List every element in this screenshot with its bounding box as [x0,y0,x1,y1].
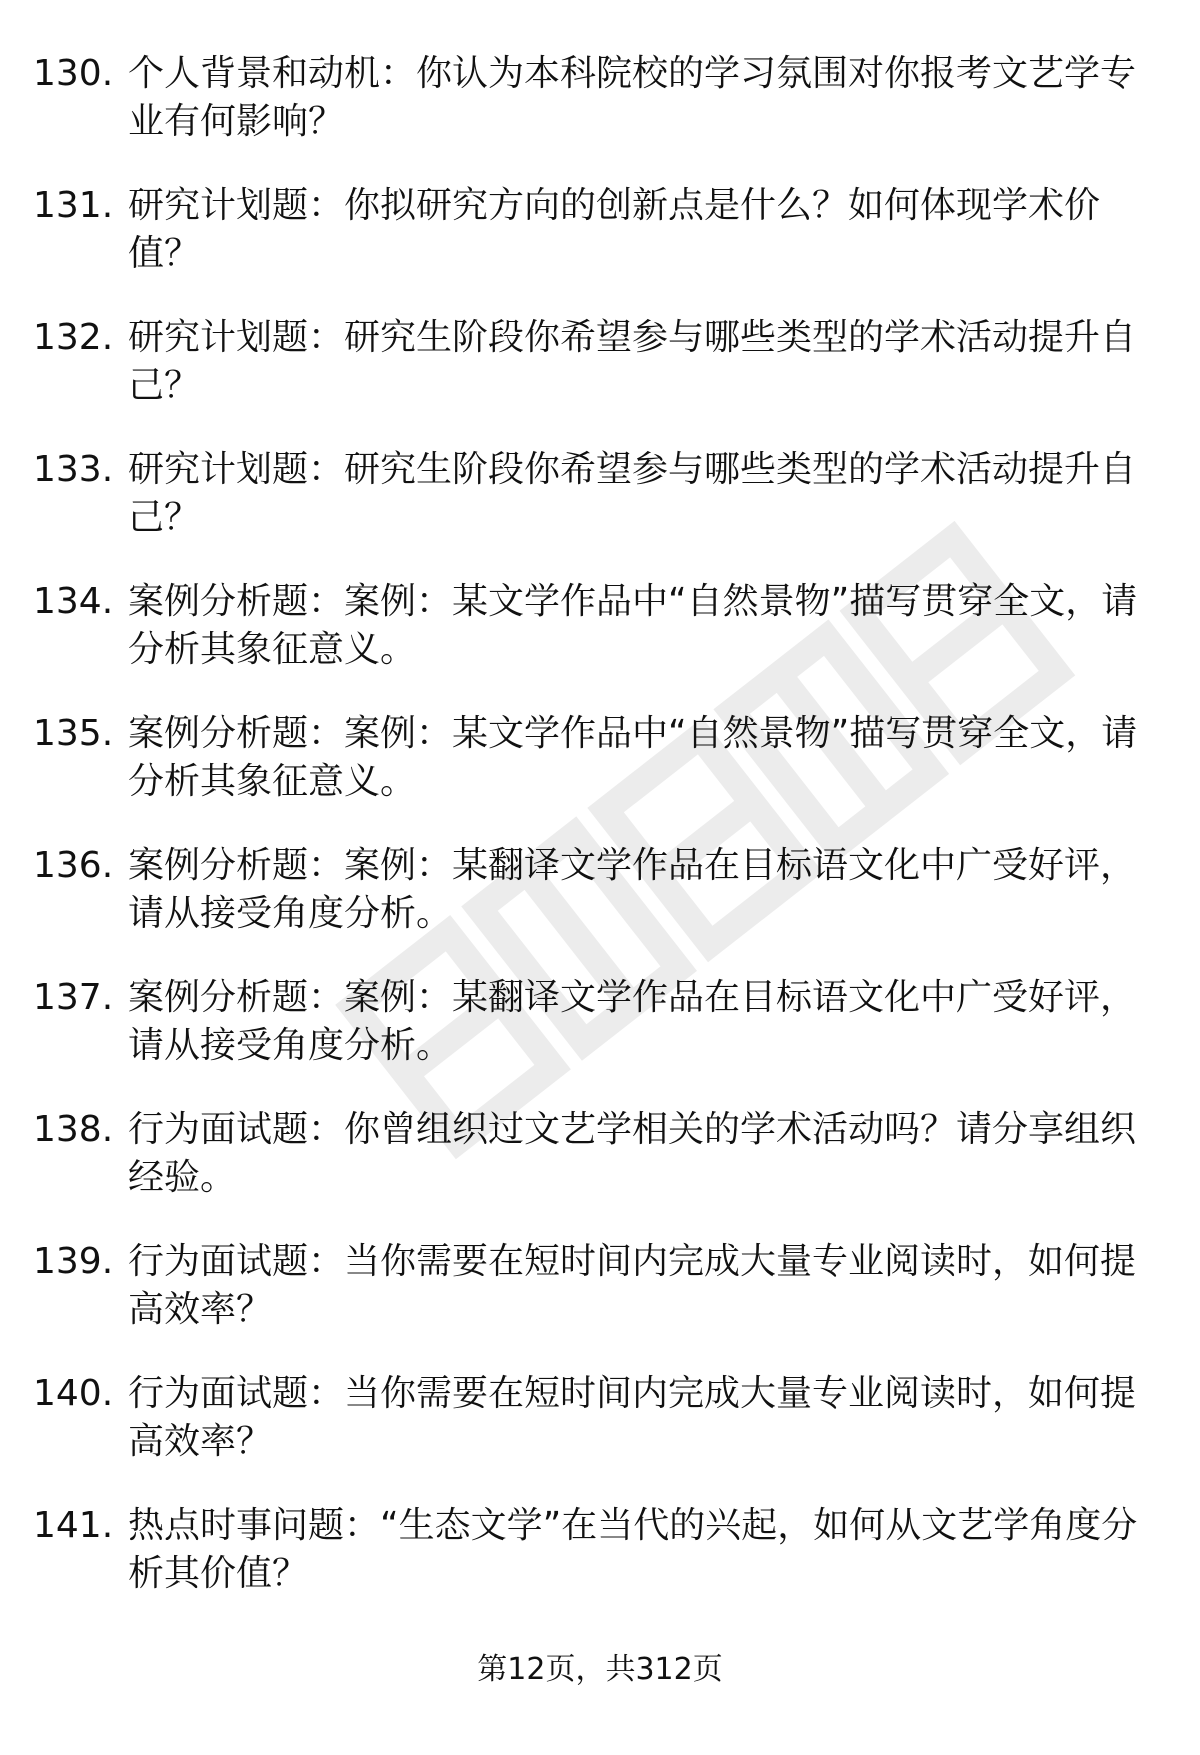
question-text: 案例分析题：案例：某翻译文学作品在目标语文化中广受好评，请从接受角度分析。 [128,977,1137,1066]
question-text: 个人背景和动机：你认为本科院校的学习氛围对你报考文艺学专业有何影响？ [128,53,1137,142]
question-number: 141. [33,1505,114,1546]
question-number: 138. [33,1109,114,1150]
page-number-footer: 第12页，共312页 [477,1652,723,1687]
question-number: 130. [33,53,114,94]
question-text: 行为面试题：你曾组织过文艺学相关的学术活动吗？请分享组织经验。 [128,1109,1137,1198]
question-number: 133. [33,449,114,490]
question-number: 140. [33,1373,114,1414]
question-number: 136. [33,845,114,886]
question-number: 134. [33,581,114,622]
question-item [0,446,1200,578]
question-item [0,50,1200,182]
question-item [0,1238,1200,1370]
question-text: 案例分析题：案例：某文学作品中“自然景物”描写贯穿全文，请分析其象征意义。 [128,581,1138,670]
question-text: 行为面试题：当你需要在短时间内完成大量专业阅读时，如何提高效率？ [128,1373,1137,1462]
question-item [0,974,1200,1106]
question-text: 研究计划题：研究生阶段你希望参与哪些类型的学术活动提升自己？ [128,449,1137,538]
question-item [0,182,1200,314]
question-item [0,1106,1200,1238]
question-text: 研究计划题：研究生阶段你希望参与哪些类型的学术活动提升自己？ [128,317,1137,406]
question-text: 研究计划题：你拟研究方向的创新点是什么？如何体现学术价值？ [128,185,1101,274]
question-list [0,50,1200,1634]
question-item [0,314,1200,446]
question-number: 137. [33,977,114,1018]
question-item [0,1370,1200,1502]
question-text: 案例分析题：案例：某文学作品中“自然景物”描写贯穿全文，请分析其象征意义。 [128,713,1138,802]
question-item [0,710,1200,842]
question-number: 139. [33,1241,114,1282]
question-number: 135. [33,713,114,754]
question-number: 131. [33,185,114,226]
question-item [0,578,1200,710]
question-text: 热点时事问题：“生态文学”在当代的兴起，如何从文艺学角度分析其价值？ [128,1505,1138,1594]
question-number: 132. [33,317,114,358]
question-text: 案例分析题：案例：某翻译文学作品在目标语文化中广受好评，请从接受角度分析。 [128,845,1137,934]
question-text: 行为面试题：当你需要在短时间内完成大量专业阅读时，如何提高效率？ [128,1241,1137,1330]
question-item [0,842,1200,974]
question-item [0,1502,1200,1634]
